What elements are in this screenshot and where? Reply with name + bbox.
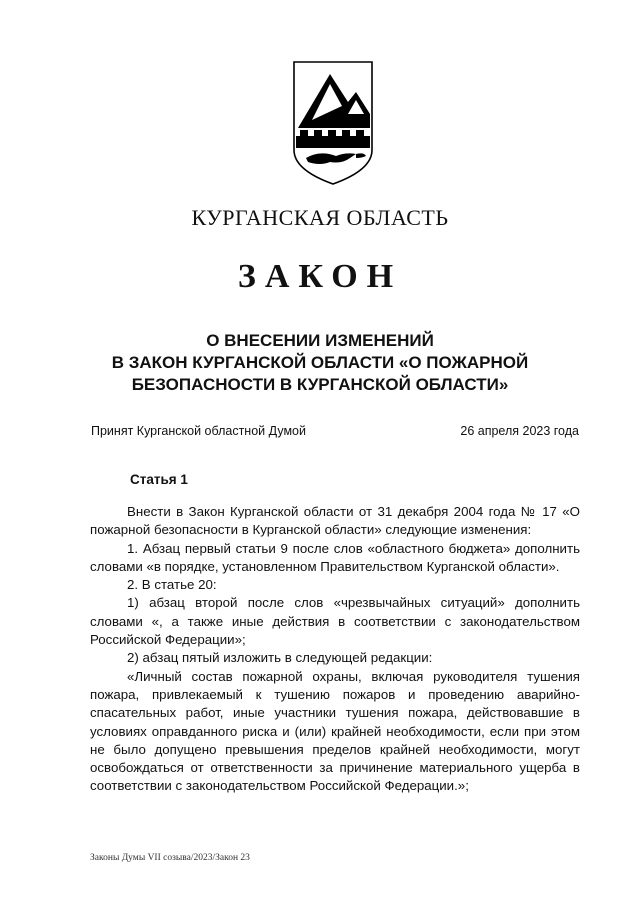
law-subject-title bbox=[0, 330, 640, 396]
adopted-by: Принят Курганской областной Думой bbox=[91, 424, 306, 438]
subject-line: В ЗАКОН КУРГАНСКОЙ ОБЛАСТИ «О ПОЖАРНОЙ bbox=[111, 353, 529, 372]
adoption-date: 26 апреля 2023 года bbox=[460, 424, 579, 438]
article-paragraph: 1. Абзац первый статьи 9 после слов «областного бюджета» дополнить словами «в порядке, установленном Правительством Курганской области». bbox=[90, 540, 580, 574]
article-paragraph: 2) абзац пятый изложить в следующей редакции: bbox=[127, 650, 433, 666]
subject-line: БЕЗОПАСНОСТИ В КУРГАНСКОЙ ОБЛАСТИ» bbox=[131, 375, 509, 394]
document-type-title: ЗАКОН bbox=[237, 258, 403, 295]
article-paragraph: 1) абзац второй после слов «чрезвычайных ситуаций» дополнить словами «, а также иные действия в соответствии с законодательством Российской Федерации»; bbox=[90, 595, 580, 648]
subject-line: О ВНЕСЕНИИ ИЗМЕНЕНИЙ bbox=[206, 331, 434, 350]
region-name: КУРГАНСКАЯ ОБЛАСТЬ bbox=[191, 205, 449, 230]
article-heading: Статья 1 bbox=[130, 472, 188, 487]
article-paragraph: 2. В статье 20: bbox=[127, 577, 217, 593]
article-paragraph: Внести в Закон Курганской области от 31 декабря 2004 года № 17 «О пожарной безопасности в Курганской области» следующие изменения: bbox=[90, 504, 580, 538]
coat-of-arms-icon bbox=[290, 58, 376, 188]
article-paragraph: «Личный состав пожарной охраны, включая руководителя тушения пожара, привлекаемый к тушению пожаров и проведению аварийно-спасательных работ, иные участники тушения пожара, действовавшие в условиях оправданного риска и (или) крайней необходимости, если при этом не было допущено превышения пределов крайней необходимости, могут освобождаться от ответственности за причинение материального ущерба в соответствии с законодательством Российской Федерации.»; bbox=[90, 668, 580, 794]
document-footer: Законы Думы VII созыва/2023/Закон 23 bbox=[90, 853, 250, 863]
article-body bbox=[90, 503, 580, 796]
adoption-line bbox=[91, 424, 579, 438]
